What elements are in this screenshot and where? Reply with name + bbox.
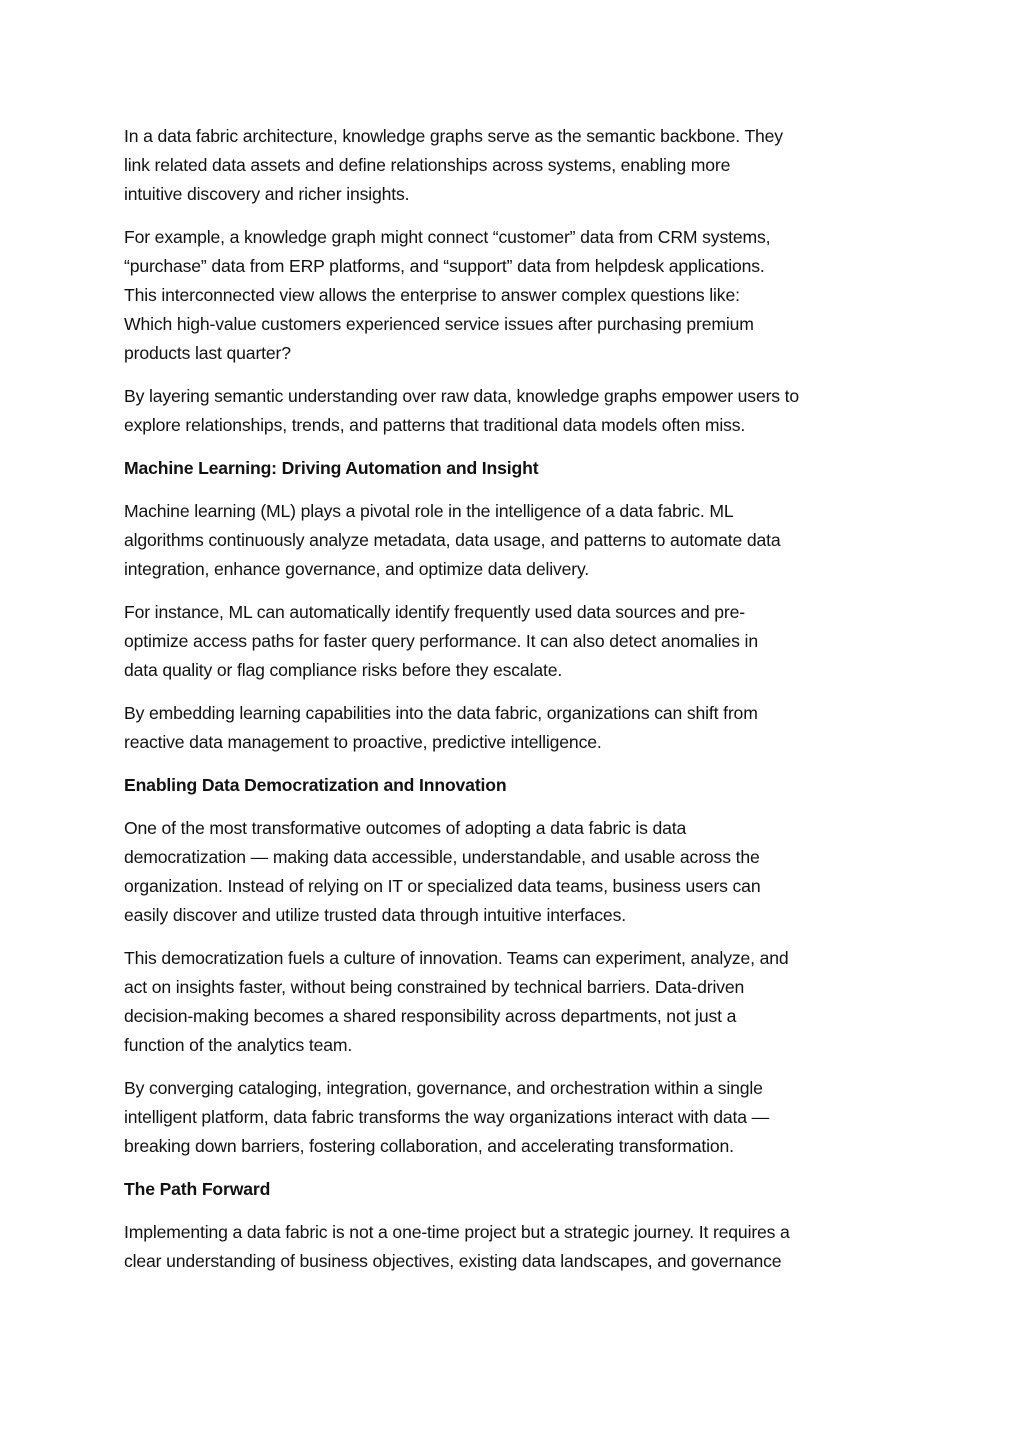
text-line: products last quarter? [124,343,291,363]
text-line: optimize access paths for faster query performance. It can also detect anomalies in [124,631,758,651]
paragraph-ml-role [124,497,914,584]
heading-text: Machine Learning: Driving Automation and Insight [124,458,539,478]
text-line: In a data fabric architecture, knowledge graphs serve as the semantic backbone. They [124,126,783,146]
text-line: intuitive discovery and richer insights. [124,184,410,204]
paragraph-democratization-innovation [124,944,914,1060]
text-line: reactive data management to proactive, predictive intelligence. [124,732,602,752]
text-line: This interconnected view allows the enterprise to answer complex questions like: [124,285,740,305]
paragraph-knowledge-graphs-intro [124,122,914,209]
paragraph-knowledge-graph-example [124,223,914,368]
text-line: For instance, ML can automatically identify frequently used data sources and pre- [124,602,745,622]
paragraph-ml-embedding [124,699,914,757]
text-line: data quality or flag compliance risks before they escalate. [124,660,563,680]
text-line: This democratization fuels a culture of innovation. Teams can experiment, analyze, and [124,948,789,968]
text-line: “purchase” data from ERP platforms, and “support” data from helpdesk applications. [124,256,765,276]
section-heading-democratization [124,771,914,800]
text-line: Which high-value customers experienced service issues after purchasing premium [124,314,754,334]
section-heading-path-forward [124,1175,914,1204]
text-line: intelligent platform, data fabric transforms the way organizations interact with data — [124,1107,770,1127]
text-line: decision-making becomes a shared responsibility across departments, not just a [124,1006,737,1026]
paragraph-ml-example [124,598,914,685]
paragraph-implementation-journey [124,1218,914,1276]
text-line: organization. Instead of relying on IT or specialized data teams, business users can [124,876,761,896]
text-line: Machine learning (ML) plays a pivotal role in the intelligence of a data fabric. ML [124,501,734,521]
paragraph-semantic-layering [124,382,914,440]
text-line: easily discover and utilize trusted data through intuitive interfaces. [124,905,626,925]
text-line: function of the analytics team. [124,1035,353,1055]
text-line: algorithms continuously analyze metadata, data usage, and patterns to automate data [124,530,781,550]
text-line: Implementing a data fabric is not a one-time project but a strategic journey. It requires a [124,1222,790,1242]
heading-text: Enabling Data Democratization and Innovation [124,775,507,795]
text-line: act on insights faster, without being constrained by technical barriers. Data-driven [124,977,745,997]
text-line: explore relationships, trends, and patterns that traditional data models often miss. [124,415,746,435]
text-line: By converging cataloging, integration, governance, and orchestration within a single [124,1078,763,1098]
text-line: For example, a knowledge graph might connect “customer” data from CRM systems, [124,227,771,247]
text-line: democratization — making data accessible, understandable, and usable across the [124,847,760,867]
text-line: link related data assets and define relationships across systems, enabling more [124,155,731,175]
text-line: One of the most transformative outcomes of adopting a data fabric is data [124,818,687,838]
document-page [124,122,914,1290]
text-line: By layering semantic understanding over raw data, knowledge graphs empower users to [124,386,800,406]
text-line: By embedding learning capabilities into the data fabric, organizations can shift from [124,703,758,723]
text-line: breaking down barriers, fostering collaboration, and accelerating transformation. [124,1136,734,1156]
text-line: integration, enhance governance, and optimize data delivery. [124,559,590,579]
section-heading-machine-learning [124,454,914,483]
paragraph-democratization-outcome [124,814,914,930]
paragraph-converging-platform [124,1074,914,1161]
heading-text: The Path Forward [124,1179,271,1199]
text-line: clear understanding of business objectives, existing data landscapes, and governance [124,1251,782,1271]
